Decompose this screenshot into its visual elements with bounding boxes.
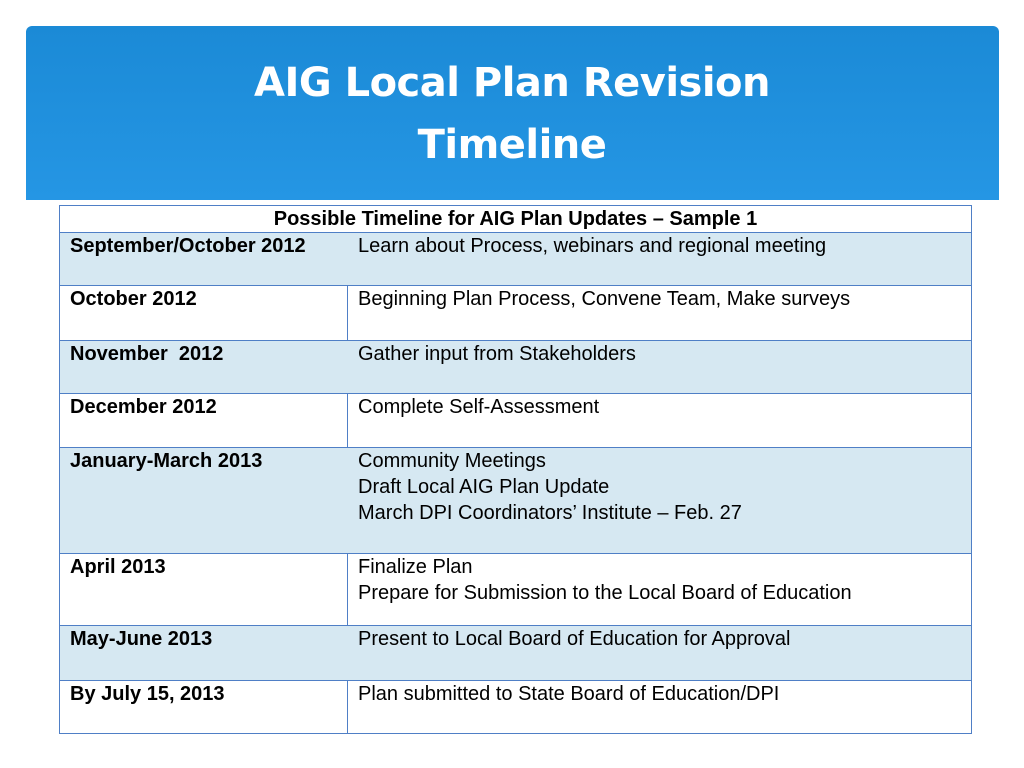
description-line: Beginning Plan Process, Convene Team, Make surveys bbox=[358, 288, 851, 310]
table-row bbox=[60, 233, 972, 286]
description-line: Finalize Plan bbox=[358, 556, 473, 578]
row-description bbox=[348, 681, 972, 734]
row-description bbox=[348, 233, 972, 286]
table-row bbox=[60, 448, 972, 554]
table-row bbox=[60, 681, 972, 734]
slide-title bbox=[0, 52, 1024, 176]
row-description bbox=[348, 394, 972, 448]
slide-title-line-1: AIG Local Plan Revision bbox=[253, 60, 771, 106]
slide-title-line-2: Timeline bbox=[417, 122, 607, 168]
description-line: Draft Local AIG Plan Update bbox=[358, 476, 610, 498]
table-row bbox=[60, 394, 972, 448]
description-line: Present to Local Board of Education for Approval bbox=[358, 628, 791, 650]
row-period: By July 15, 2013 bbox=[60, 681, 348, 734]
row-description bbox=[348, 448, 972, 554]
row-period: November 2012 bbox=[60, 341, 348, 394]
table-row bbox=[60, 554, 972, 626]
row-period: September/October 2012 bbox=[60, 233, 348, 286]
row-period: May-June 2013 bbox=[60, 626, 348, 681]
row-description bbox=[348, 626, 972, 681]
row-period: October 2012 bbox=[60, 286, 348, 341]
row-period: December 2012 bbox=[60, 394, 348, 448]
table-header-row bbox=[60, 206, 972, 233]
table-header: Possible Timeline for AIG Plan Updates – Sample 1 bbox=[60, 206, 972, 233]
description-line: Gather input from Stakeholders bbox=[358, 343, 636, 365]
description-line: Complete Self-Assessment bbox=[358, 396, 600, 418]
table-row bbox=[60, 626, 972, 681]
description-line: Prepare for Submission to the Local Board of Education bbox=[358, 582, 852, 604]
row-description bbox=[348, 554, 972, 626]
row-description bbox=[348, 286, 972, 341]
table-row bbox=[60, 341, 972, 394]
description-line: Plan submitted to State Board of Education/DPI bbox=[358, 683, 780, 705]
row-period: January-March 2013 bbox=[60, 448, 348, 554]
timeline-table bbox=[59, 205, 972, 734]
description-line: Community Meetings bbox=[358, 450, 546, 472]
description-line: March DPI Coordinators’ Institute – Feb. 27 bbox=[358, 502, 742, 524]
row-description bbox=[348, 341, 972, 394]
row-period: April 2013 bbox=[60, 554, 348, 626]
description-line: Learn about Process, webinars and regional meeting bbox=[358, 235, 827, 257]
table-row bbox=[60, 286, 972, 341]
